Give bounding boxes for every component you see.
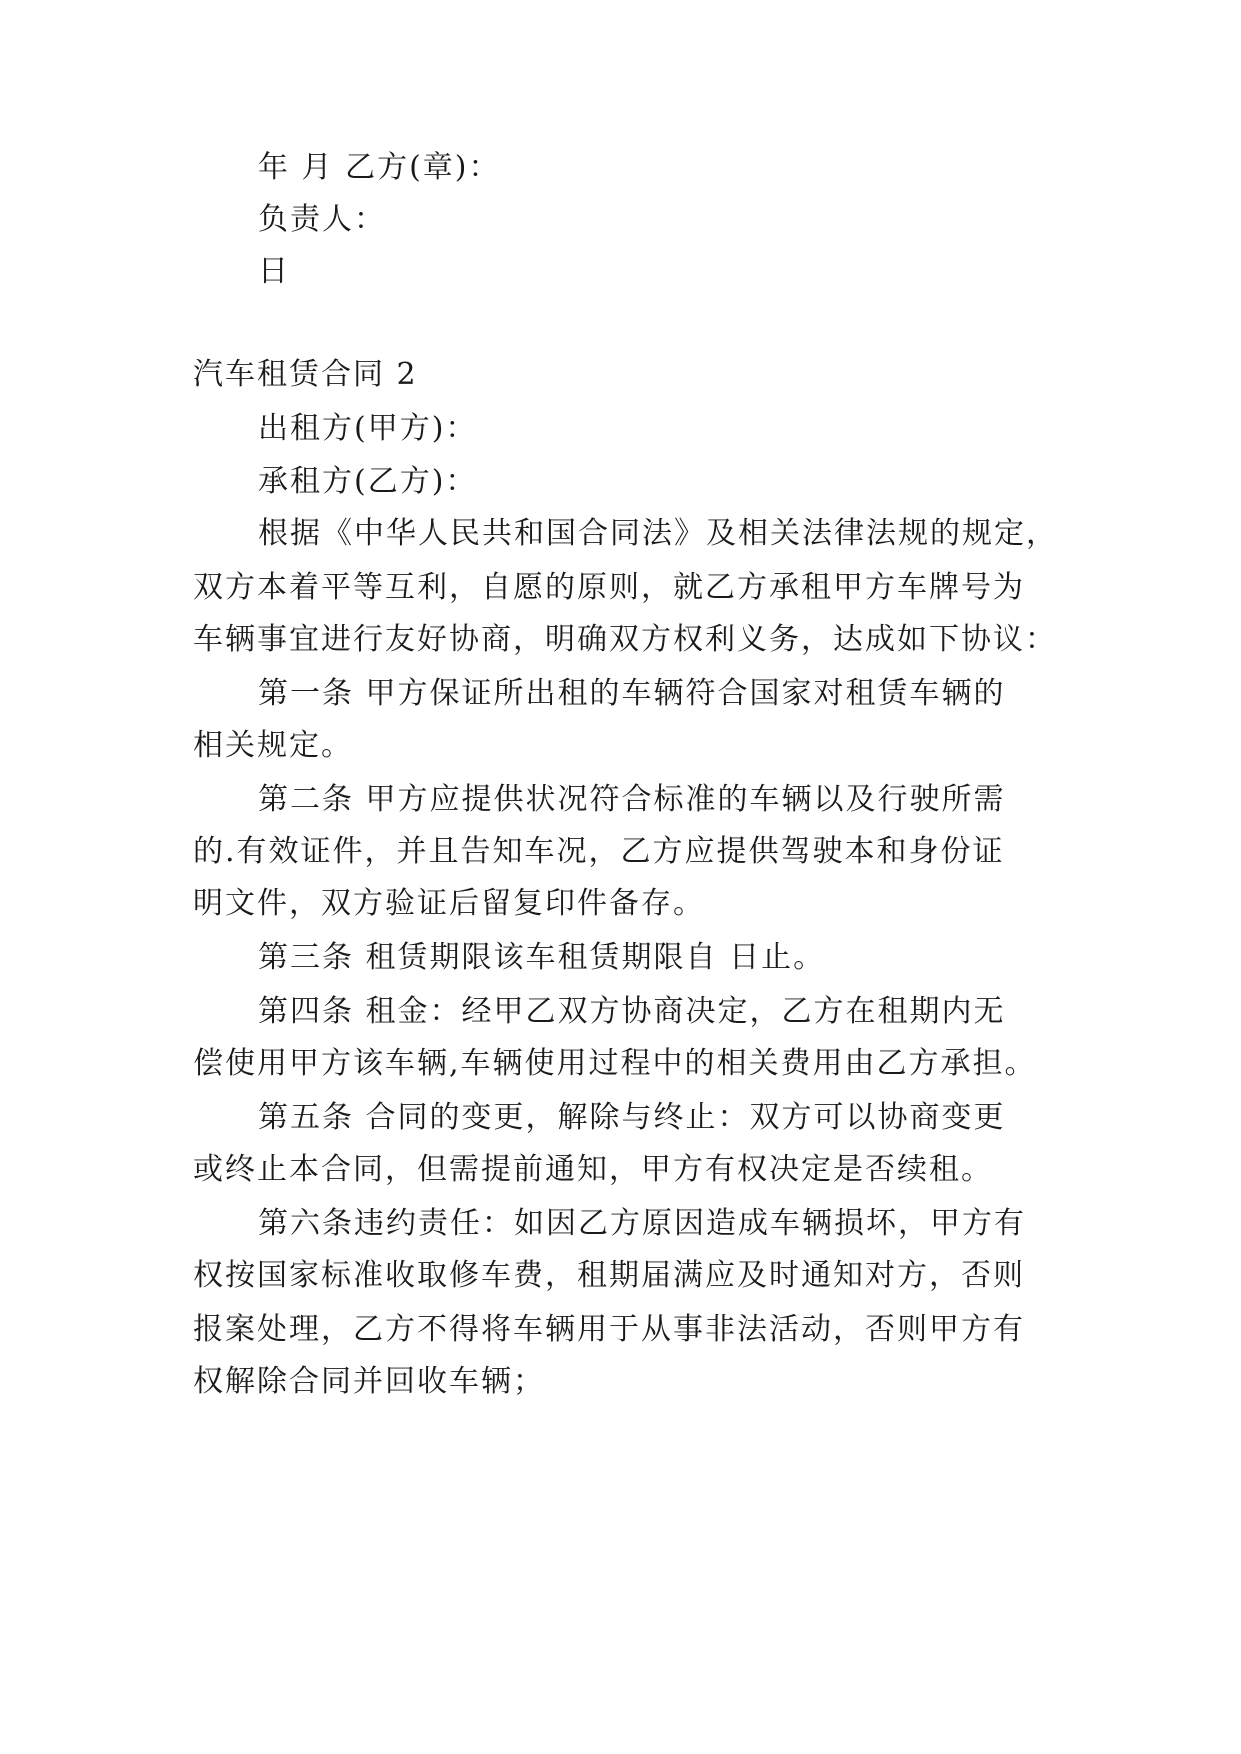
article-4-line: 偿使用甲方该车辆,车辆使用过程中的相关费用由乙方承担。	[193, 1046, 1037, 1081]
preamble-line: 车辆事宜进行友好协商，明确双方权利义务，达成如下协议：	[193, 622, 1057, 657]
article-6-line: 权按国家标准收取修车费，租期届满应及时通知对方，否则	[193, 1258, 1025, 1293]
article-5-line: 或终止本合同，但需提前通知，甲方有权决定是否续租。	[193, 1152, 993, 1187]
article-6-line: 报案处理，乙方不得将车辆用于从事非法活动，否则甲方有	[193, 1312, 1025, 1347]
article-4-line: 第四条 租金：经甲乙双方协商决定，乙方在租期内无	[258, 994, 1006, 1029]
signature-day-line: 日	[258, 254, 290, 289]
preamble-line: 根据《中华人民共和国合同法》及相关法律法规的规定，	[258, 516, 1058, 551]
article-3-line: 第三条 租赁期限该车租赁期限自 日止。	[258, 940, 826, 975]
article-6-line: 第六条违约责任：如因乙方原因造成车辆损坏，甲方有	[258, 1206, 1026, 1241]
signature-date-line: 年 月 乙方(章)：	[258, 150, 501, 185]
lessor-line: 出租方(甲方)：	[258, 411, 478, 446]
article-2-line: 明文件，双方验证后留复印件备存。	[193, 886, 705, 921]
preamble-line: 双方本着平等互利，自愿的原则，就乙方承租甲方车牌号为	[193, 570, 1025, 605]
article-1-line: 相关规定。	[193, 728, 353, 763]
article-5-line: 第五条 合同的变更，解除与终止：双方可以协商变更	[258, 1100, 1006, 1135]
contract-title: 汽车租赁合同 2	[193, 357, 418, 392]
signature-responsible-line: 负责人：	[258, 202, 386, 237]
article-2-line: 第二条 甲方应提供状况符合标准的车辆以及行驶所需	[258, 782, 1006, 817]
article-1-line: 第一条 甲方保证所出租的车辆符合国家对租赁车辆的	[258, 676, 1006, 711]
article-6-line: 权解除合同并回收车辆；	[193, 1364, 545, 1399]
lessee-line: 承租方(乙方)：	[258, 464, 478, 499]
article-2-line: 的.有效证件，并且告知车况，乙方应提供驾驶本和身份证	[193, 834, 1005, 869]
